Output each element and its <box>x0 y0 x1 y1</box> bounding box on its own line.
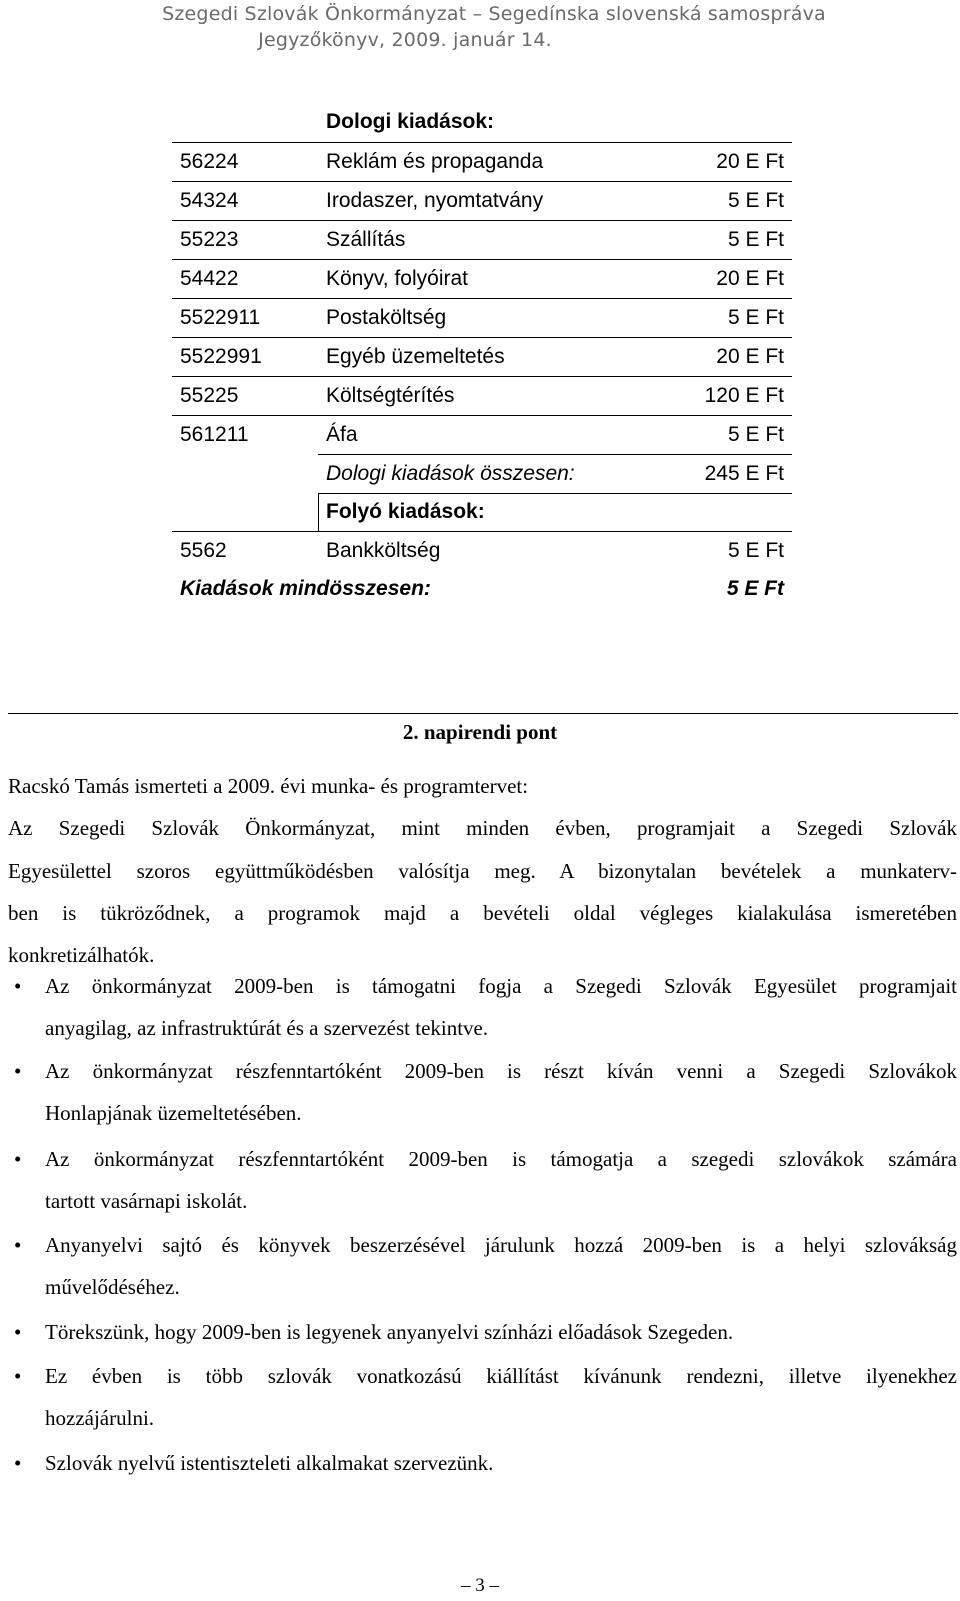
list-item-line: Az önkormányzat 2009-ben is támogatni fogja a Szegedi Szlovák Egyesület programjait <box>45 974 957 998</box>
bullet-icon: • <box>14 1320 22 1344</box>
table-row <box>172 337 792 376</box>
bullet-icon: • <box>14 1233 22 1257</box>
total-row <box>172 570 792 608</box>
row-name: Egyéb üzemeltetés <box>326 345 505 368</box>
list-item-line: művelődéséhez. <box>45 1275 180 1299</box>
row-name: Áfa <box>326 423 358 446</box>
row-amount: 20 E Ft <box>716 345 784 368</box>
bullet-icon: • <box>14 1059 22 1083</box>
row-amount: 120 E Ft <box>704 384 784 407</box>
line-mask <box>172 454 318 456</box>
row-amount: 20 E Ft <box>716 150 784 173</box>
table-row <box>172 181 792 220</box>
row-code: 56224 <box>180 150 239 173</box>
table-row <box>172 220 792 259</box>
list-item-line: Az önkormányzat részfenntartóként 2009-ben is részt kíván venni a Szegedi Szlovákok <box>45 1059 957 1083</box>
row-code: 54422 <box>180 267 239 290</box>
list-item-line: Szlovák nyelvű istentiszteleti alkalmakat szervezünk. <box>45 1451 494 1475</box>
bullet-icon: • <box>14 974 22 998</box>
line-mask <box>172 493 318 494</box>
row-name: Könyv, folyóirat <box>326 267 469 290</box>
bullet-icon: • <box>14 1364 22 1388</box>
row-name: Költségtérítés <box>326 384 455 407</box>
section-rule <box>8 713 958 714</box>
subtotal-row <box>172 454 792 493</box>
list-item-line: Törekszünk, hogy 2009-ben is legyenek anyanyelvi színházi előadások Szegeden. <box>45 1320 734 1344</box>
subtotal-amount: 245 E Ft <box>704 462 784 485</box>
list-item-line: anyagilag, az infrastruktúrát és a szervezést tekintve. <box>45 1016 489 1040</box>
row-name: Irodaszer, nyomtatvány <box>326 189 544 212</box>
row-amount: 5 E Ft <box>727 423 784 446</box>
bullet-icon: • <box>14 1147 22 1171</box>
column-divider <box>318 493 319 531</box>
row-name: Postaköltség <box>326 306 447 329</box>
total-label: Kiadások mindösszesen: <box>180 577 431 600</box>
paragraph-line: konkretizálhatók. <box>8 943 155 967</box>
list-item-line: hozzájárulni. <box>45 1406 155 1430</box>
agenda-title: 2. napirendi pont <box>402 720 558 744</box>
table-row <box>172 531 792 570</box>
row-code: 55225 <box>180 384 239 407</box>
table-row <box>172 376 792 415</box>
row-name: Szállítás <box>326 228 406 251</box>
list-item-line: Honlapjának üzemeltetésében. <box>45 1101 302 1125</box>
list-item-line: tartott vasárnapi iskolát. <box>45 1189 248 1213</box>
row-divider <box>318 493 792 494</box>
list-item-line: Ez évben is több szlovák vonatkozású kiállítást kívánunk rendezni, illetve ilyenekhez <box>45 1364 957 1388</box>
paragraph-line: ben is tükröződnek, a programok majd a bevételi oldal végleges kialakulása ismeretében <box>8 901 957 925</box>
row-code: 54324 <box>180 189 239 212</box>
row-code: 55223 <box>180 228 239 251</box>
document-header-subtitle: Jegyzőkönyv, 2009. január 14. <box>258 29 552 51</box>
row-code: 561211 <box>180 423 249 446</box>
bullet-icon: • <box>14 1451 22 1475</box>
table-row <box>172 415 792 454</box>
row-amount: 5 E Ft <box>727 539 784 562</box>
row-amount: 5 E Ft <box>727 306 784 329</box>
row-code: 5522991 <box>180 345 262 368</box>
expense-table <box>172 103 792 608</box>
agenda-intro: Racskó Tamás ismerteti a 2009. évi munka- és programtervet: <box>8 774 529 798</box>
table-row <box>172 298 792 337</box>
list-item-line: Anyanyelvi sajtó és könyvek beszerzésével járulunk hozzá 2009-ben is a helyi szlovákság <box>45 1233 957 1257</box>
page-number: – 3 – <box>461 1575 499 1596</box>
document-header-title: Szegedi Szlovák Önkormányzat – Segedínska slovenská samospráva <box>162 3 826 25</box>
list-item-line: Az önkormányzat részfenntartóként 2009-ben is támogatja a szegedi szlovákok számára <box>45 1147 957 1171</box>
paragraph-line: Az Szegedi Szlovák Önkormányzat, mint minden évben, programjait a Szegedi Szlovák <box>8 816 957 840</box>
paragraph-line: Egyesülettel szoros együttműködésben valósítja meg. A bizonytalan bevételek a munkaterv- <box>8 859 957 883</box>
row-amount: 5 E Ft <box>727 189 784 212</box>
section2-title: Folyó kiadások: <box>326 500 485 523</box>
total-amount: 5 E Ft <box>726 577 784 600</box>
row-name: Reklám és propaganda <box>326 150 544 173</box>
row-amount: 20 E Ft <box>716 267 784 290</box>
table-row <box>172 142 792 181</box>
section-title-row <box>172 103 792 141</box>
section-title: Dologi kiadások: <box>326 110 495 133</box>
subtotal-label: Dologi kiadások összesen: <box>326 462 575 485</box>
row-amount: 5 E Ft <box>727 228 784 251</box>
section2-title-row <box>172 493 792 531</box>
row-code: 5562 <box>180 539 227 562</box>
table-row <box>172 259 792 298</box>
row-name: Bankköltség <box>326 539 441 562</box>
row-code: 5522911 <box>180 306 261 329</box>
